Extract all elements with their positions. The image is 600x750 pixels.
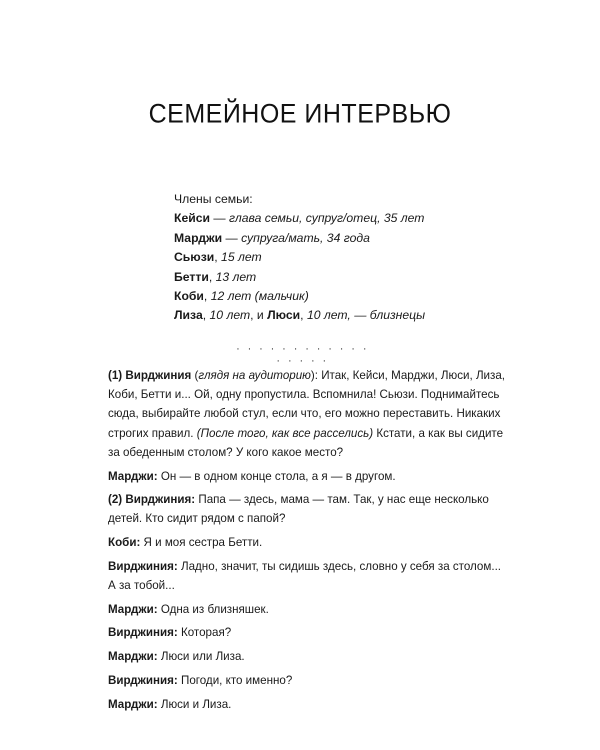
member-desc: 10 лет, — близнецы bbox=[306, 308, 426, 323]
speaker-name: Марджи: bbox=[108, 650, 158, 664]
speech-text: Которая? bbox=[177, 626, 232, 640]
dialogue-line bbox=[108, 600, 508, 619]
dialogue-line bbox=[108, 695, 508, 714]
speech-text: Папа — здесь, мама — там. Так, у нас еще несколько детей. Кто сидит рядом с папой? bbox=[108, 493, 489, 526]
speaker-name: Марджи: bbox=[108, 469, 158, 483]
section-separator: · · · · · · · · · · · · · · · · · bbox=[236, 343, 369, 367]
member-item-twins bbox=[174, 306, 494, 325]
member-sep: , bbox=[208, 269, 216, 284]
speech-text: Кстати, а как вы сидите за обеденным столом? У кого какое место? bbox=[108, 426, 504, 459]
members-heading: Члены семьи: bbox=[174, 192, 253, 206]
member-sep: , bbox=[300, 308, 307, 323]
stage-remark: глядя на аудиторию bbox=[198, 369, 311, 382]
member-item bbox=[174, 268, 494, 287]
member-desc: 12 лет (мальчик) bbox=[210, 289, 309, 304]
family-members-list bbox=[174, 190, 494, 326]
member-dash: — bbox=[222, 230, 242, 245]
member-sep: , bbox=[203, 289, 211, 304]
member-name: Бетти bbox=[174, 269, 209, 284]
speaker-name: Коби: bbox=[108, 536, 141, 550]
speaker-name: (2) Вирджиния: bbox=[108, 493, 196, 507]
remark-close: ): bbox=[310, 369, 322, 382]
speaker-name: Марджи: bbox=[108, 697, 158, 711]
dialogue-line bbox=[108, 557, 508, 595]
speech-text: Люси или Лиза. bbox=[157, 650, 245, 664]
member-and: , и bbox=[250, 308, 268, 323]
member-name: Кейси bbox=[174, 211, 210, 226]
member-item bbox=[174, 229, 494, 248]
speech-text: Я и моя сестра Бетти. bbox=[140, 536, 263, 550]
dialogue-line bbox=[108, 490, 508, 528]
speech-text: Ладно, значит, ты сидишь здесь, словно у себя за столом... А за тобой... bbox=[108, 559, 502, 593]
dialogue-line bbox=[108, 467, 508, 486]
dialogue-line bbox=[108, 533, 508, 552]
speaker-name: Вирджиния: bbox=[108, 559, 178, 573]
speech-text: Люси и Лиза. bbox=[157, 697, 232, 711]
dialogue-line bbox=[108, 366, 508, 462]
member-name: Лиза bbox=[174, 308, 203, 323]
member-desc: 13 лет bbox=[215, 269, 257, 284]
page-title: СЕМЕЙНОЕ ИНТЕРВЬЮ bbox=[148, 98, 452, 130]
speaker-name: Вирджиния: bbox=[108, 626, 178, 640]
speaker-name: Вирджиния: bbox=[108, 673, 178, 687]
member-dash: — bbox=[209, 211, 229, 226]
stage-remark: (После того, как все расселись) bbox=[196, 426, 374, 440]
speaker-name: Марджи: bbox=[108, 602, 158, 616]
member-item bbox=[174, 287, 494, 306]
dialogue-line bbox=[108, 647, 508, 666]
member-name: Сьюзи bbox=[174, 250, 215, 265]
speech-text: Итак, Кейси, Марджи, Люси, Лиза, Коби, Бетти и... Ой, одну пропустила. Вспомнила! Сьюзи. Поднимайтесь сюда, выбирайте любой стул, если что, его можно переставить. Никаких строгих правил. bbox=[108, 369, 506, 440]
speech-text: Одна из близняшек. bbox=[157, 602, 269, 616]
member-name: Люси bbox=[267, 308, 301, 323]
remark-open: ( bbox=[191, 369, 199, 382]
member-desc: глава семьи, супруг/отец, 35 лет bbox=[228, 211, 425, 226]
speech-text: Погоди, кто именно? bbox=[177, 673, 293, 687]
speech-text: Он — в одном конце стола, а я — в другом. bbox=[157, 469, 396, 483]
member-desc: супруга/мать, 34 года bbox=[241, 230, 370, 245]
member-item bbox=[174, 209, 494, 228]
member-sep: , bbox=[214, 250, 222, 265]
dialogue-line bbox=[108, 671, 508, 690]
speaker-name: (1) Вирджиния bbox=[108, 369, 192, 382]
member-item bbox=[174, 248, 494, 267]
member-desc: 10 лет bbox=[209, 308, 251, 323]
member-name: Марджи bbox=[174, 230, 223, 245]
dialogue-line bbox=[108, 623, 508, 642]
dialogue-transcript bbox=[108, 366, 508, 718]
member-sep: , bbox=[202, 308, 210, 323]
member-desc: 15 лет bbox=[221, 250, 262, 265]
member-name: Коби bbox=[174, 289, 204, 304]
